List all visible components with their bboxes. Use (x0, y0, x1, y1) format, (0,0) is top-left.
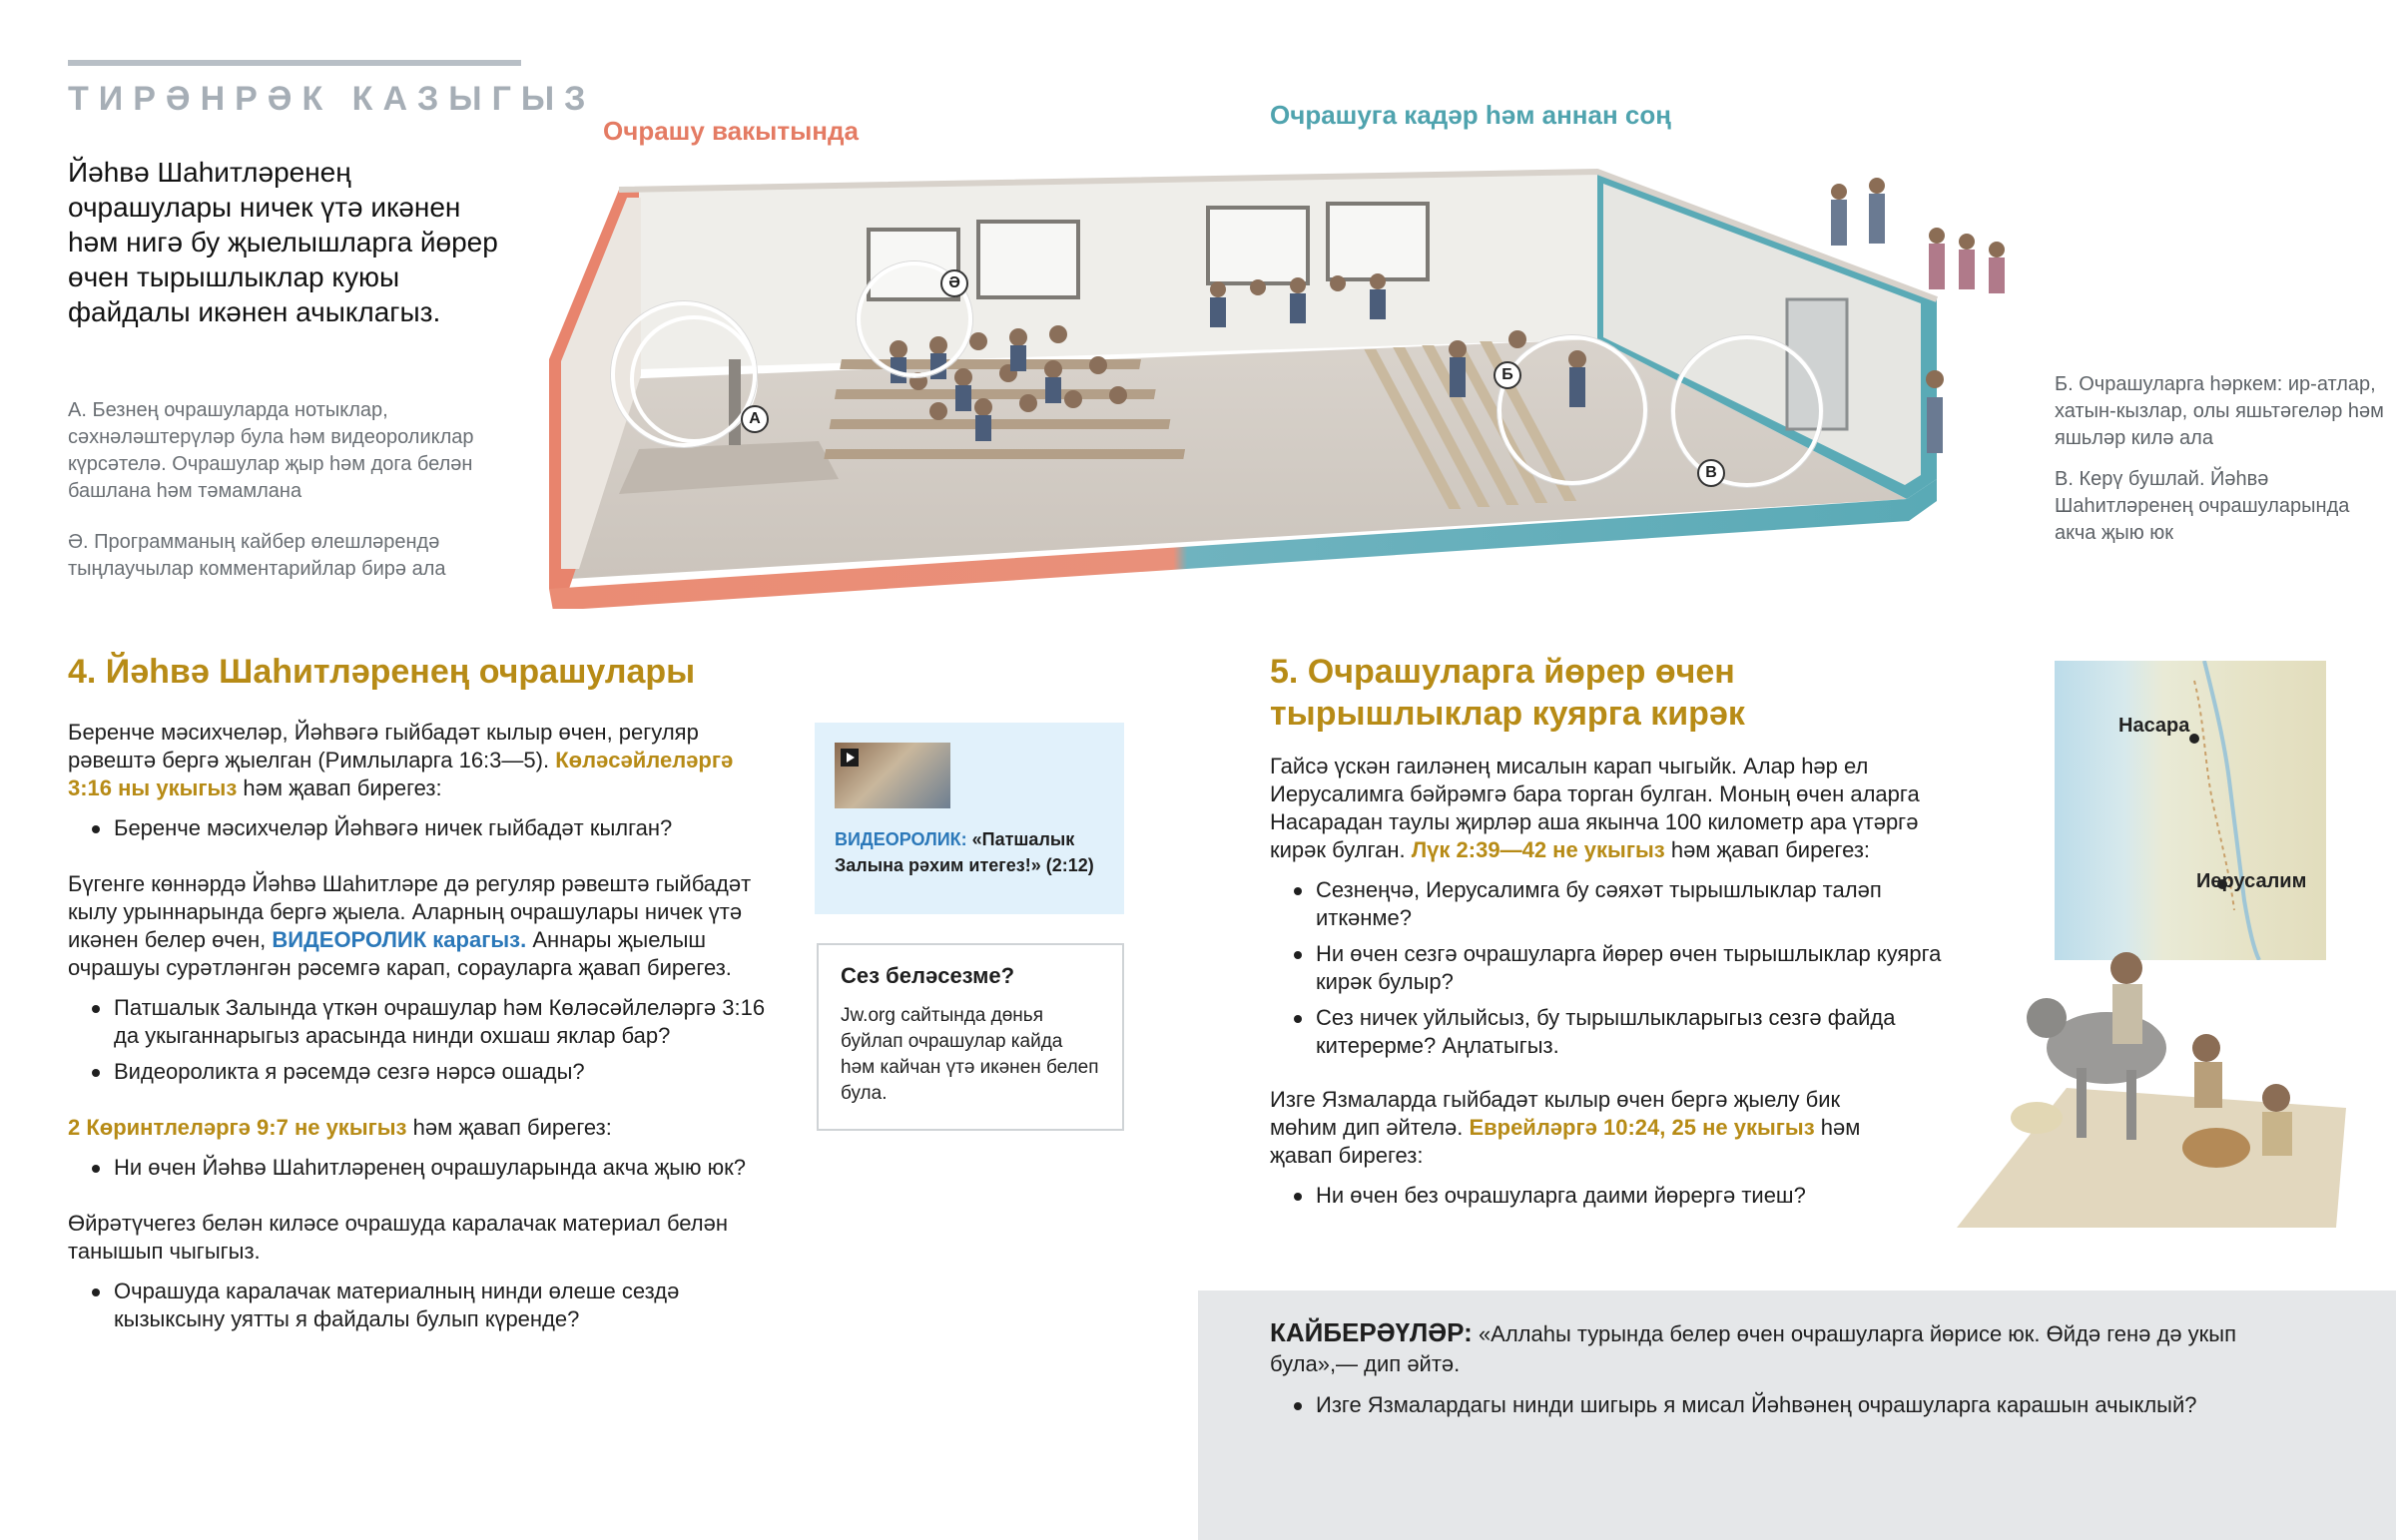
did-you-know-text: Jw.org сайтында дөнья буйлап очрашулар кайда һәм кайчан үтә икәнен белеп була. (841, 1005, 1099, 1104)
some-say-content (1270, 1317, 2268, 1427)
people-outside-illustration (1817, 170, 2047, 479)
scripture-link-col-3-16[interactable]: Көләсәйлеләргә 3:16 ны укыгыз (68, 748, 734, 800)
label-before-after-meeting: Очрашуга кадәр һәм аннан соң (1270, 100, 1671, 130)
question-item: Патшалык Залында үткән очрашулар һәм Көләсәйлеләргә 3:16 да укыганнарыгыз арасында нинди охшаш яклар бар? (68, 994, 767, 1050)
section-5-heading: 5. Очрашуларга йөрер өчен тырышлыклар куярга кирәк (1270, 653, 1745, 733)
some-say-quote: КАЙБЕРӘҮЛӘР: «Аллаһы турында белер өчен очрашуларга йөрисе юк. Өйдә генә дә укып була»,— дип әйтә. (1270, 1317, 2237, 1376)
video-card[interactable] (815, 723, 1124, 914)
question-item: Очрашуда каралачак материалның нинди өлеше сездә кызыксыну уятты я файдалы булып күренде? (68, 1278, 767, 1333)
section-4-heading: 4. Йәһвә Шаһитләренең очрашулары (68, 653, 696, 691)
page-kicker: ТИРӘНРӘК КАЗЫГЫЗ (68, 80, 596, 118)
some-say-label: КАЙБЕРӘҮЛӘР: (1270, 1317, 1473, 1347)
map-label-nazareth: Насара (2118, 715, 2190, 737)
header-rule (68, 60, 521, 66)
marker-v: В (1697, 459, 1725, 487)
marker-a: А (741, 405, 769, 433)
section-4-questions-1 (68, 814, 767, 842)
marker-b: Б (1494, 361, 1521, 389)
note-a: А. Безнең очрашуларда нотыклар, сәхнәләштерүләр була һәм видеороликлар күрсәтелә. Очрашулар җыр һәм дога белән башлана һәм тәмамлана (68, 399, 474, 502)
section-4-questions-2 (68, 994, 767, 1086)
did-you-know-box (817, 943, 1124, 1131)
scripture-link-2cor-9-7[interactable]: 2 Көринтлеләргә 9:7 не укыгыз (68, 1115, 407, 1140)
note-ae: Ә. Программаның кайбер өлешләрендә тыңлаучылар комментарийлар бирә ала (68, 531, 446, 580)
scripture-link-luke-2-39[interactable]: Лүк 2:39—42 не укыгыз (1411, 837, 1665, 862)
label-during-meeting: Очрашу вакытында (603, 116, 859, 146)
callout-circle-v (1671, 335, 1823, 487)
section-5-paragraph-2: Изге Язмаларда гыйбадәт кылыр өчен бергә җыелу бик мөһим дип әйтелә. Еврейләргә 10:24, 25 не укыгыз һәм җавап бирегез: (1270, 1087, 1861, 1168)
video-caption: ВИДЕОРОЛИК: «Патшалык Залына рәхим итегез!» (2:12) (835, 829, 1094, 875)
video-thumbnail[interactable] (835, 743, 950, 808)
section-4-paragraph-2: Бүгенге көннәрдә Йәһвә Шаһитләре дә регуляр рәвештә гыйбадәт кылу урыннарында бергә җыела. Аларның очрашулары ничек үтә икәнен белер өчен, ВИДЕОРОЛИК карагыз. Аннары җыелыш очрашуы сурәтләнгән рәсемгә карап, сорауларга җавап бирегез. (68, 871, 752, 980)
section-4-questions-4 (68, 1278, 767, 1333)
question-item: Беренче мәсихчеләр Йәһвәгә ничек гыйбадәт кылган? (68, 814, 767, 842)
map-label-jerusalem: Иерусалим (2196, 870, 2307, 892)
note-v: В. Керү бушлай. Йәһвә Шаһитләренең очрашуларында акча җыю юк (2055, 468, 2350, 544)
question-item: Сезнеңчә, Иерусалимга бу сәяхәт тырышлыклар таләп иткәнме? (1270, 876, 1959, 932)
notes-right (2055, 371, 2384, 561)
callout-circle-b (1498, 335, 1647, 485)
video-link[interactable]: ВИДЕОРОЛИК карагыз. (272, 927, 527, 952)
section-5-paragraph-1: Гайсә үскән гаиләнең мисалын карап чыгыйк. Алар һәр ел Иерусалимга бәйрәмгә бара торган булган. Моның өчен аларга Насарадан таулы җирләр аша якынча 100 километр ара үтәргә кирәк булган. Лүк 2:39—42 не укыгыз һәм җавап бирегез: (1270, 754, 1920, 862)
some-say-questions (1270, 1391, 2268, 1419)
marker-ae: Ә (940, 269, 968, 297)
section-4 (68, 651, 767, 693)
section-5 (1270, 651, 1969, 1218)
note-b: Б. Очрашуларга һәркем: ир-атлар, хатын-кызлар, олы яшьтәгеләр һәм яшьләр килә ала (2055, 373, 2384, 449)
section-5-questions-1 (1270, 876, 1959, 1060)
question-item: Видеороликта я рәсемдә сезгә нәрсә ошады? (68, 1058, 767, 1086)
play-icon[interactable] (841, 749, 859, 767)
section-4-paragraph-4: Өйрәтүчегез белән киләсе очрашуда каралачак материал белән танышып чыгыгыз. (68, 1211, 729, 1264)
question-item: Сез ничек уйлыйсыз, бу тырышлыкларыгыз сезгә файда китерерме? Аңлатыгыз. (1270, 1004, 1959, 1060)
question-item: Ни өчен Йәһвә Шаһитләренең очрашуларында акча җыю юк? (68, 1154, 767, 1182)
section-4-paragraph-1: Беренче мәсихчеләр, Йәһвәгә гыйбадәт кылыр өчен, регуляр рәвештә бергә җыелган (Римлыларга 16:3—5). Көләсәйлеләргә 3:16 ны укыгыз һәм җавап бирегез: (68, 720, 734, 800)
section-5-questions-2 (1270, 1182, 1969, 1210)
section-4-questions-3 (68, 1154, 767, 1182)
section-4-body (68, 719, 767, 1341)
family-travel-illustration (1917, 898, 2376, 1238)
question-item: Ни өчен без очрашуларга даими йөрергә тиеш? (1270, 1182, 1969, 1210)
intro-text: Йәһвә Шаһитләренең очрашулары ничек үтә икәнен һәм нигә бу җыелышларга йөрер өчен тырышлыклар куюы файдалы икәнен ачыклагыз. (68, 157, 498, 327)
section-4-paragraph-3: 2 Көринтлеләргә 9:7 не укыгыз һәм җавап бирегез: (68, 1115, 612, 1140)
callout-circle-a (611, 301, 757, 447)
question-item: Ни өчен сезгә очрашуларга йөрер өчен тырышлыклар куярга кирәк булыр? (1270, 940, 1959, 996)
question-item: Изге Язмалардагы нинди шигырь я мисал Йәһвәнең очрашуларга карашын ачыклый? (1270, 1391, 2268, 1419)
did-you-know-heading: Сез беләсезме? (841, 963, 1015, 988)
scripture-link-heb-10-24[interactable]: Еврейләргә 10:24, 25 не укыгыз (1469, 1115, 1815, 1140)
